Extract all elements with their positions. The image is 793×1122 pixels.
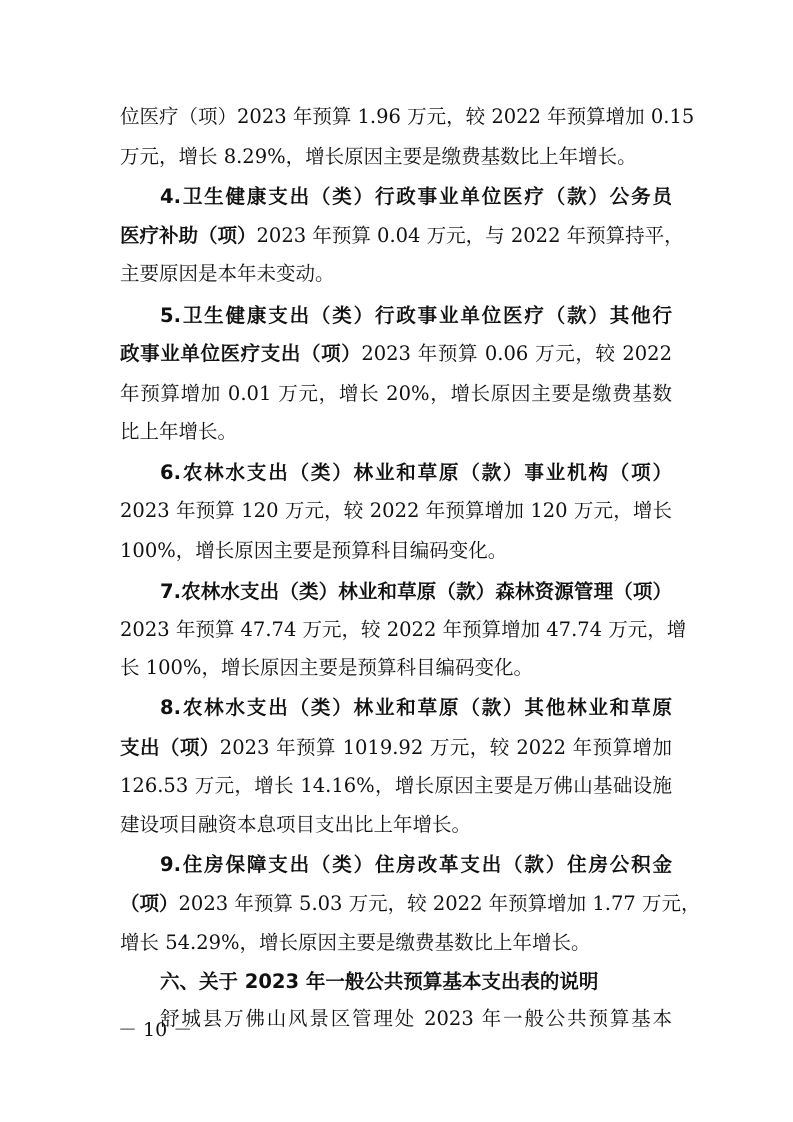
text-line: 2023 年预算 47.74 万元，较 2022 年预算增加 47.74 万元，增 xyxy=(120,618,687,641)
text-line: 万元，增长 8.29%，增长原因主要是缴费基数比上年增长。 xyxy=(120,145,637,168)
item-heading: 9.住房保障支出（类）住房改革支出（款）住房公积金 xyxy=(160,853,672,876)
text-line: 比上年增长。 xyxy=(120,420,238,443)
text-line: 舒城县万佛山风景区管理处 2023 年一般公共预算基本 xyxy=(160,1007,672,1030)
item-heading: 8.农林水支出（类）林业和草原（款）其他林业和草原 xyxy=(160,696,672,719)
text-line: 位医疗（项）2023 年预算 1.96 万元，较 2022 年预算增加 0.15 xyxy=(120,105,695,128)
text-line: 政事业单位医疗支出（项）2023 年预算 0.06 万元，较 2022 xyxy=(120,342,672,365)
item-heading: 7.农林水支出（类）林业和草原（款）森林资源管理（项） xyxy=(160,580,672,603)
text-line: 医疗补助（项）2023 年预算 0.04 万元，与 2022 年预算持平， xyxy=(120,224,684,247)
text-line: 年预算增加 0.01 万元，增长 20%，增长原因主要是缴费基数 xyxy=(120,382,672,405)
text-line: 2023 年预算 120 万元，较 2022 年预算增加 120 万元，增长 xyxy=(120,499,672,522)
page-number: － 10 － xyxy=(118,1019,193,1041)
section-heading: 六、关于 2023 年一般公共预算基本支出表的说明 xyxy=(160,970,599,993)
text-line: （项）2023 年预算 5.03 万元，较 2022 年预算增加 1.77 万元， xyxy=(120,892,701,915)
text-line: 长 100%，增长原因主要是预算科目编码变化。 xyxy=(120,656,533,679)
text-line: 支出（项）2023 年预算 1019.92 万元，较 2022 年预算增加 xyxy=(120,736,672,759)
text-line: 主要原因是本年未变动。 xyxy=(120,262,335,285)
text-line: 增长 54.29%，增长原因主要是缴费基数比上年增长。 xyxy=(120,931,591,954)
item-heading: 6.农林水支出（类）林业和草原（款）事业机构（项） xyxy=(160,461,672,484)
item-heading: 5.卫生健康支出（类）行政事业单位医疗（款）其他行 xyxy=(160,304,672,327)
text-line: 100%，增长原因主要是预算科目编码变化。 xyxy=(120,539,508,562)
text-line: 建设项目融资本息项目支出比上年增长。 xyxy=(120,813,472,836)
item-heading: 4.卫生健康支出（类）行政事业单位医疗（款）公务员 xyxy=(160,185,672,208)
text-line: 126.53 万元，增长 14.16%，增长原因主要是万佛山基础设施 xyxy=(120,774,672,797)
